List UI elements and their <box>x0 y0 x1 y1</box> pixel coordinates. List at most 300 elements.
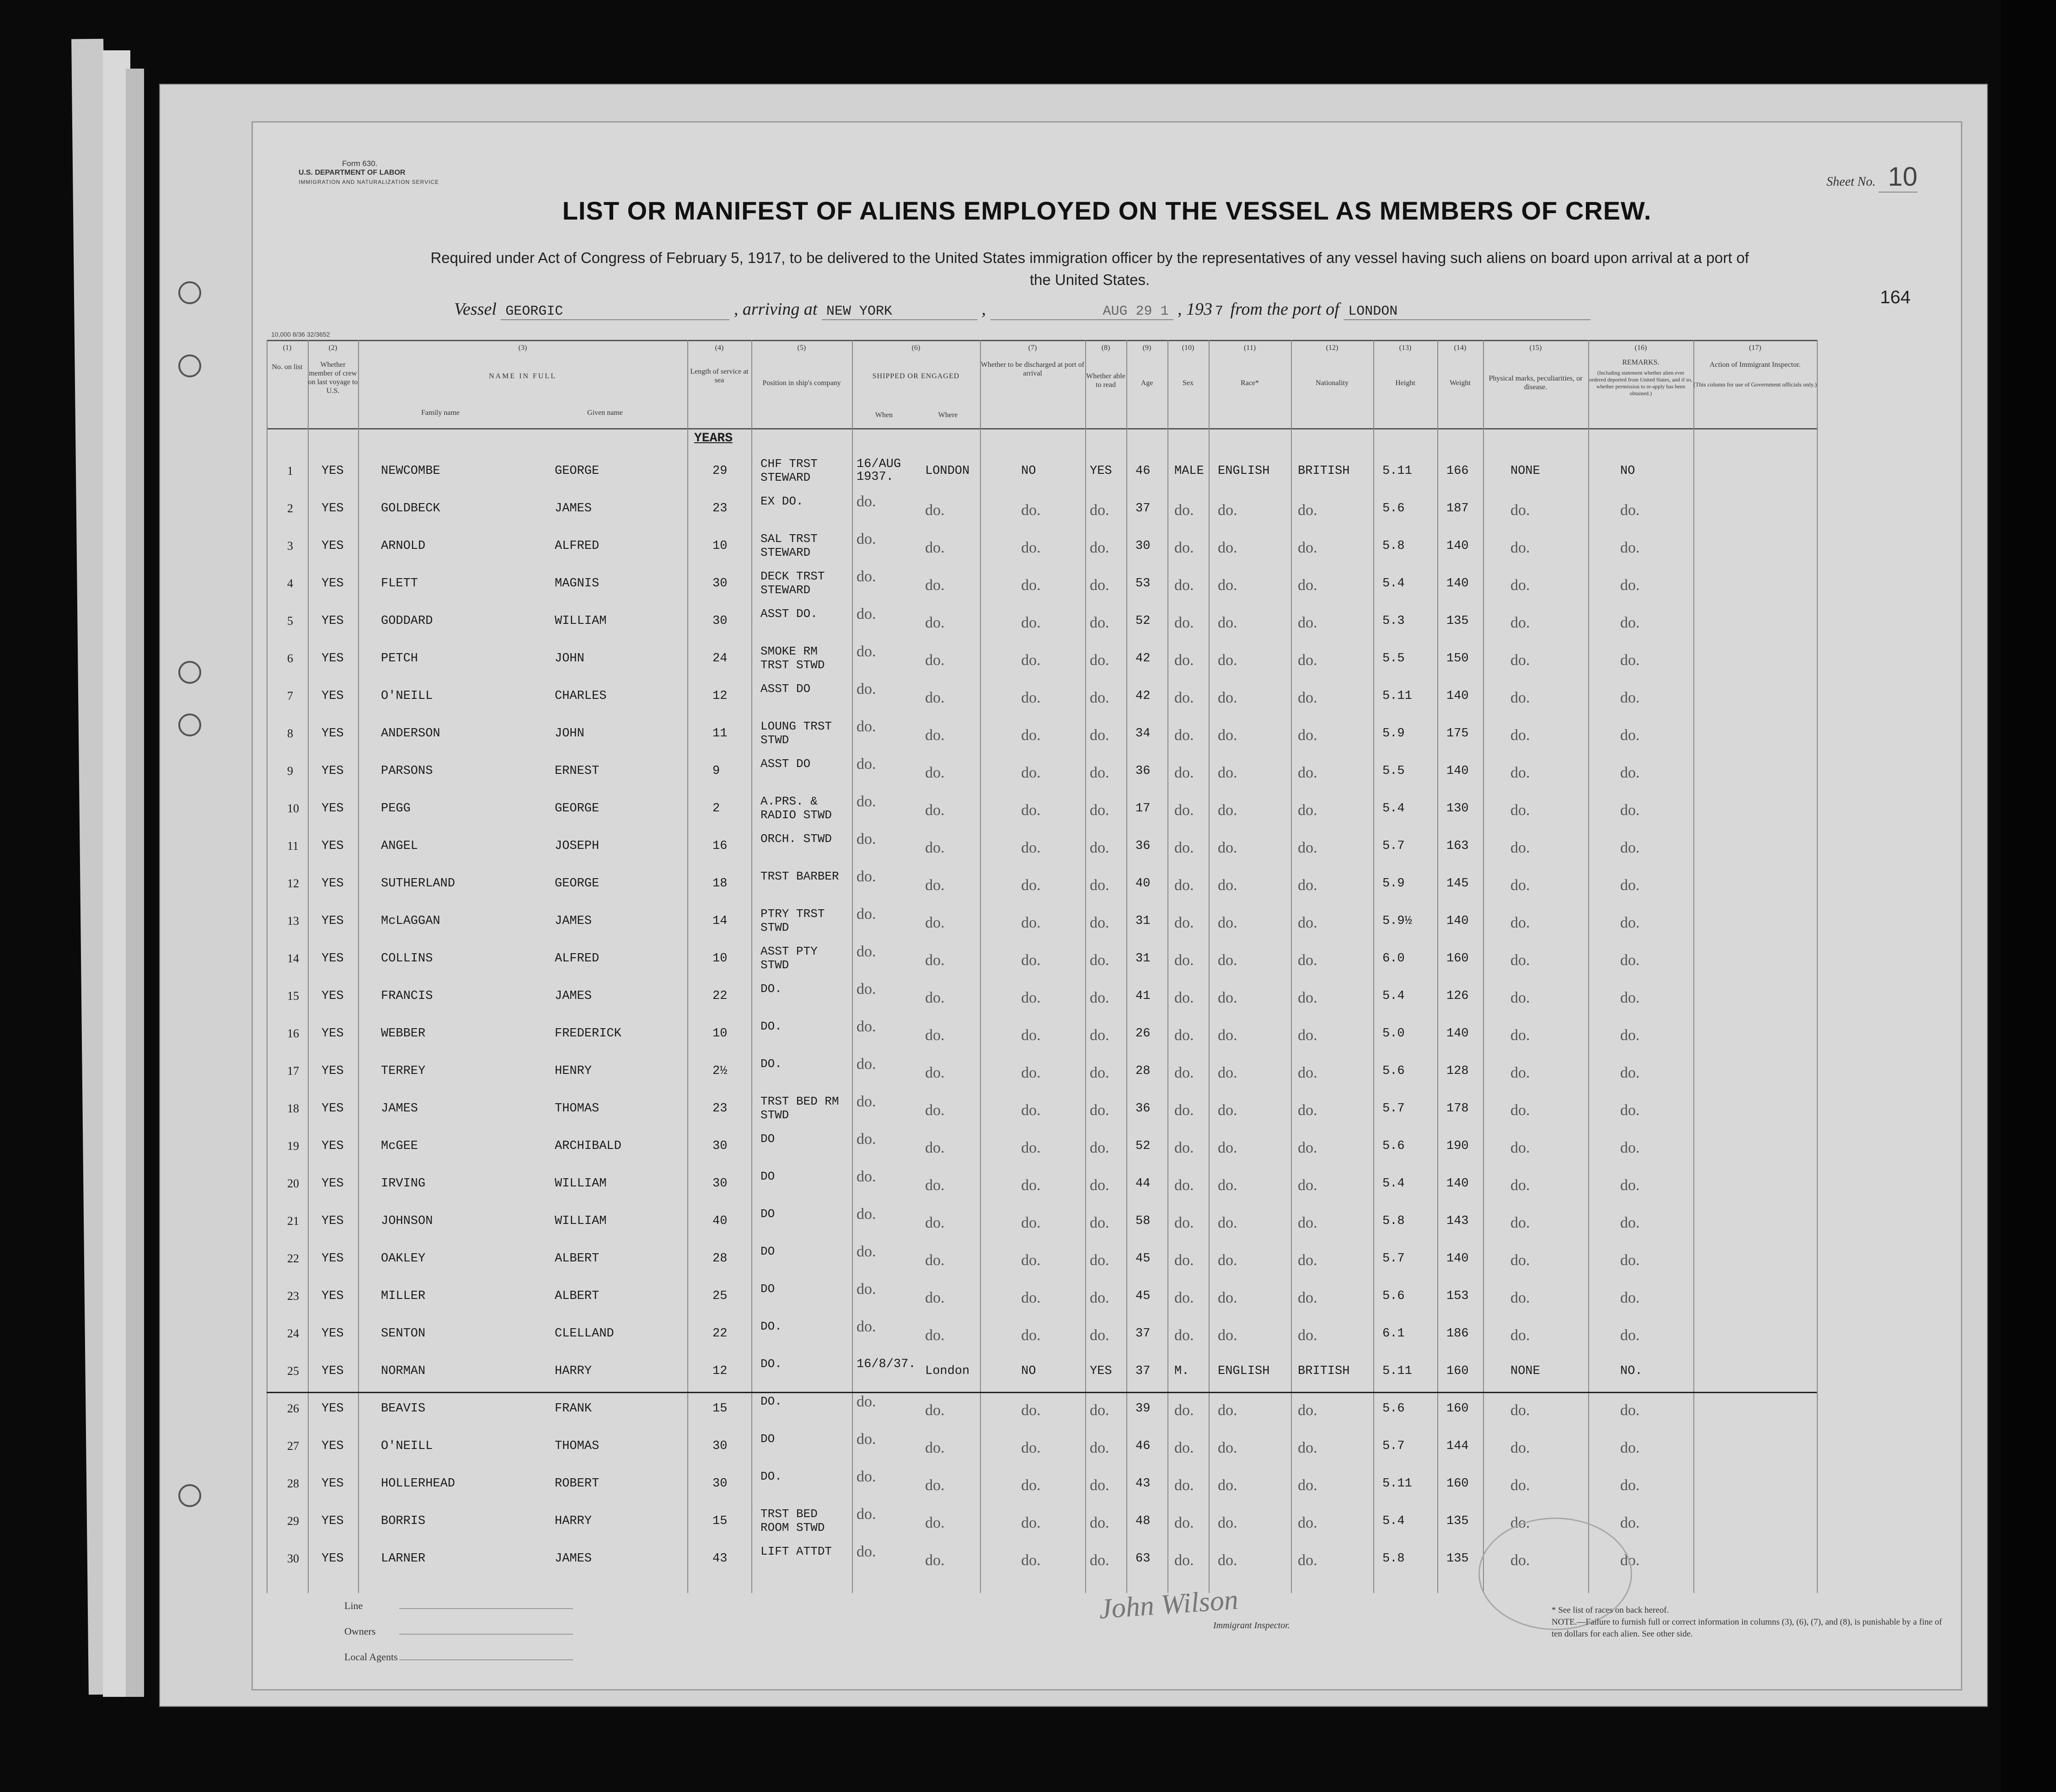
family-name-cell: PEGG <box>381 802 411 816</box>
physical-cell: do. <box>1510 1439 1530 1456</box>
when-cell: do. <box>857 718 876 735</box>
family-name-cell: O'NEILL <box>381 689 433 703</box>
position-cell: DO <box>760 1432 775 1446</box>
remarks-cell: do. <box>1620 539 1640 556</box>
race-cell: do. <box>1218 802 1237 819</box>
remarks-cell: do. <box>1620 689 1640 706</box>
nationality-cell: do. <box>1298 502 1317 519</box>
header-name-in-full: NAME IN FULL <box>489 372 557 380</box>
race-cell: do. <box>1218 1102 1237 1119</box>
family-name-cell: NORMAN <box>381 1364 426 1378</box>
when-cell: do. <box>857 1056 876 1073</box>
nationality-cell: do. <box>1298 952 1317 969</box>
table-row <box>267 454 1817 492</box>
sex-cell: MALE <box>1174 464 1204 478</box>
agents-label: Local Agents <box>344 1651 398 1663</box>
given-name-cell: GEORGE <box>555 464 600 478</box>
given-name-cell: HARRY <box>555 1514 592 1528</box>
weight-cell: 186 <box>1446 1327 1469 1341</box>
position-cell: A.PRS. & RADIO STWD <box>760 794 832 822</box>
race-cell: do. <box>1218 1327 1237 1344</box>
height-cell: 5.11 <box>1382 1364 1412 1378</box>
race-cell: do. <box>1218 652 1237 669</box>
table-row <box>267 904 1817 942</box>
age-cell: 41 <box>1135 989 1151 1003</box>
family-name-cell: NEWCOMBE <box>381 464 440 478</box>
when-cell: do. <box>857 1206 876 1223</box>
member-cell: YES <box>321 1139 344 1153</box>
remarks-cell: do. <box>1620 839 1640 856</box>
row-number: 11 <box>287 839 299 853</box>
given-name-cell: FREDERICK <box>555 1027 621 1041</box>
nationality-cell: BRITISH <box>1298 464 1350 478</box>
family-name-cell: OAKLEY <box>381 1252 426 1266</box>
race-cell: do. <box>1218 914 1237 931</box>
weight-cell: 126 <box>1446 989 1469 1003</box>
position-cell: DO. <box>760 1019 782 1033</box>
nationality-cell: do. <box>1298 914 1317 931</box>
family-name-cell: ANGEL <box>381 839 418 853</box>
read-cell: do. <box>1090 952 1109 969</box>
given-name-cell: THOMAS <box>555 1102 600 1116</box>
given-name-cell: GEORGE <box>555 877 600 891</box>
family-name-cell: ARNOLD <box>381 539 426 553</box>
position-cell: SAL TRST STEWARD <box>760 532 818 559</box>
family-name-cell: SENTON <box>381 1327 426 1341</box>
table-row <box>267 792 1817 829</box>
given-name-cell: JAMES <box>555 989 592 1003</box>
length-cell: 10 <box>712 1027 728 1041</box>
given-name-cell: WILLIAM <box>555 614 607 628</box>
where-cell: do. <box>925 1477 945 1494</box>
sex-cell: do. <box>1174 727 1194 744</box>
position-cell: DO <box>760 1132 775 1146</box>
nationality-cell: do. <box>1298 689 1317 706</box>
length-cell: 15 <box>712 1402 728 1416</box>
header-no-on-list: No. on list <box>272 363 303 371</box>
remarks-cell: do. <box>1620 577 1640 594</box>
weight-cell: 160 <box>1446 1402 1469 1416</box>
row-number: 4 <box>287 577 293 590</box>
length-cell: 9 <box>712 764 720 778</box>
column-number: (16) <box>1634 344 1647 352</box>
table-row <box>267 942 1817 979</box>
member-cell: YES <box>321 1177 344 1191</box>
weight-cell: 140 <box>1446 577 1469 590</box>
remarks-cell: do. <box>1620 1177 1640 1194</box>
when-cell: do. <box>857 756 876 773</box>
sex-cell: do. <box>1174 1027 1194 1044</box>
header-height: Height <box>1395 379 1415 387</box>
when-cell: 16/AUG 1937. <box>857 457 901 484</box>
age-cell: 42 <box>1135 652 1151 665</box>
length-cell: 15 <box>712 1514 728 1528</box>
where-cell: do. <box>925 1552 945 1569</box>
header-weight: Weight <box>1450 379 1471 387</box>
length-cell: 40 <box>712 1214 728 1228</box>
given-name-cell: JOHN <box>555 652 584 665</box>
nationality-cell: do. <box>1298 1139 1317 1156</box>
when-cell: do. <box>857 1168 876 1185</box>
row-number: 25 <box>287 1364 299 1378</box>
height-cell: 5.11 <box>1382 464 1412 478</box>
row-number: 28 <box>287 1477 299 1490</box>
sex-cell: do. <box>1174 1552 1194 1569</box>
where-cell: do. <box>925 539 945 556</box>
where-cell: do. <box>925 652 945 669</box>
row-number: 17 <box>287 1064 299 1078</box>
read-cell: do. <box>1090 1514 1109 1531</box>
position-cell: DO. <box>760 1057 782 1071</box>
discharged-cell: do. <box>1021 652 1041 669</box>
sex-cell: do. <box>1174 1289 1194 1306</box>
race-cell: do. <box>1218 689 1237 706</box>
nationality-cell: do. <box>1298 1402 1317 1419</box>
sex-cell: do. <box>1174 1402 1194 1419</box>
discharged-cell: do. <box>1021 914 1041 931</box>
height-cell: 5.6 <box>1382 502 1405 515</box>
remarks-cell: do. <box>1620 952 1640 969</box>
punch-hole <box>178 714 201 736</box>
remarks-cell: do. <box>1620 1214 1640 1231</box>
nationality-cell: do. <box>1298 989 1317 1006</box>
when-cell: do. <box>857 1543 876 1560</box>
row-number: 21 <box>287 1214 299 1228</box>
remarks-cell: do. <box>1620 1102 1640 1119</box>
where-cell: do. <box>925 1514 945 1531</box>
position-cell: LOUNG TRST STWD <box>760 719 832 747</box>
header-length-service: Length of service at sea <box>690 368 749 384</box>
position-cell: TRST BED ROOM STWD <box>760 1507 825 1534</box>
when-cell: do. <box>857 1131 876 1148</box>
age-cell: 30 <box>1135 539 1151 553</box>
table-row <box>267 567 1817 604</box>
physical-cell: do. <box>1510 652 1530 669</box>
weight-cell: 160 <box>1446 1364 1469 1378</box>
age-cell: 46 <box>1135 464 1151 478</box>
row-number: 16 <box>287 1027 299 1040</box>
where-cell: do. <box>925 1327 945 1344</box>
member-cell: YES <box>321 727 344 740</box>
position-cell: ASST PTY STWD <box>760 944 818 972</box>
family-name-cell: BEAVIS <box>381 1402 426 1416</box>
inspector-signature: John Wilson <box>1098 1584 1239 1625</box>
weight-cell: 190 <box>1446 1139 1469 1153</box>
remarks-cell: do. <box>1620 764 1640 781</box>
family-name-cell: WEBBER <box>381 1027 426 1041</box>
when-cell: do. <box>857 568 876 585</box>
member-cell: YES <box>321 1289 344 1303</box>
physical-cell: do. <box>1510 764 1530 781</box>
where-cell: do. <box>925 914 945 931</box>
when-cell: do. <box>857 531 876 547</box>
member-cell: YES <box>321 1439 344 1453</box>
punch-hole <box>178 661 201 684</box>
height-cell: 5.7 <box>1382 1439 1405 1453</box>
age-cell: 37 <box>1135 1364 1151 1378</box>
column-number: (15) <box>1529 344 1542 352</box>
member-cell: YES <box>321 577 344 590</box>
race-cell: do. <box>1218 502 1237 519</box>
weight-cell: 140 <box>1446 914 1469 928</box>
position-cell: DECK TRST STEWARD <box>760 569 825 597</box>
row-number: 9 <box>287 764 293 778</box>
read-cell: do. <box>1090 1139 1109 1156</box>
header-action: Action of Immigrant Inspector. <box>1709 361 1801 369</box>
table-row <box>267 1017 1817 1054</box>
length-cell: 28 <box>712 1252 728 1266</box>
height-cell: 5.6 <box>1382 1139 1405 1153</box>
discharged-cell: do. <box>1021 727 1041 744</box>
family-name-cell: McLAGGAN <box>381 914 440 928</box>
table-row <box>267 1354 1817 1393</box>
read-cell: do. <box>1090 502 1109 519</box>
line-label: Line <box>344 1600 363 1611</box>
nationality-cell: do. <box>1298 839 1317 856</box>
weight-cell: 160 <box>1446 1477 1469 1491</box>
race-cell: do. <box>1218 989 1237 1006</box>
member-cell: YES <box>321 764 344 778</box>
table-row <box>267 1167 1817 1204</box>
family-name-cell: O'NEILL <box>381 1439 433 1453</box>
row-number: 24 <box>287 1327 299 1340</box>
family-name-cell: PETCH <box>381 652 418 665</box>
physical-cell: NONE <box>1510 464 1540 478</box>
row-number: 23 <box>287 1289 299 1303</box>
row-number: 3 <box>287 539 293 553</box>
discharged-cell: do. <box>1021 1289 1041 1306</box>
discharged-cell: do. <box>1021 1064 1041 1081</box>
table-row <box>267 642 1817 679</box>
race-cell: do. <box>1218 952 1237 969</box>
sex-cell: do. <box>1174 914 1194 931</box>
physical-cell: do. <box>1510 914 1530 931</box>
form-number: Form 630. <box>342 159 378 168</box>
vessel-label: Vessel <box>454 300 497 319</box>
row-number: 22 <box>287 1252 299 1265</box>
position-cell: ASST DO. <box>760 607 818 621</box>
age-cell: 40 <box>1135 877 1151 891</box>
header-family-name: Family name <box>421 409 460 417</box>
weight-cell: 140 <box>1446 1177 1469 1191</box>
read-cell: do. <box>1090 539 1109 556</box>
header-physical: Physical marks, peculiarities, or disease. <box>1488 375 1583 391</box>
given-name-cell: JOHN <box>555 727 584 740</box>
read-cell: do. <box>1090 1064 1109 1081</box>
remarks-cell: do. <box>1620 914 1640 931</box>
given-name-cell: JAMES <box>555 1552 592 1566</box>
footnote <box>1552 1604 1954 1640</box>
column-number: (6) <box>911 344 921 352</box>
scan-border <box>2001 0 2056 1792</box>
given-name-cell: ERNEST <box>555 764 600 778</box>
sheet-value: 10 <box>1879 162 1917 193</box>
given-name-cell: ALFRED <box>555 952 600 966</box>
sheet-label: Sheet No. <box>1826 175 1876 189</box>
remarks-cell: do. <box>1620 1252 1640 1269</box>
height-cell: 5.11 <box>1382 1477 1412 1491</box>
position-cell: ASST DO <box>760 757 811 771</box>
given-name-cell: JOSEPH <box>555 839 600 853</box>
sheet-number <box>1826 161 1917 192</box>
nationality-cell: do. <box>1298 802 1317 819</box>
header-age: Age <box>1140 379 1153 387</box>
given-name-cell: ALBERT <box>555 1289 600 1303</box>
footnote-races: * See list of races on back hereof. <box>1552 1605 1669 1615</box>
age-cell: 17 <box>1135 802 1151 816</box>
member-cell: YES <box>321 614 344 628</box>
age-cell: 43 <box>1135 1477 1151 1491</box>
read-cell: YES <box>1090 464 1112 478</box>
punch-hole <box>178 354 201 377</box>
discharged-cell: do. <box>1021 1177 1041 1194</box>
nationality-cell: do. <box>1298 1289 1317 1306</box>
physical-cell: do. <box>1510 727 1530 744</box>
row-number: 15 <box>287 989 299 1003</box>
nationality-cell: BRITISH <box>1298 1364 1350 1378</box>
nationality-cell: do. <box>1298 1439 1317 1456</box>
age-cell: 42 <box>1135 689 1151 703</box>
member-cell: YES <box>321 839 344 853</box>
family-name-cell: GODDARD <box>381 614 433 628</box>
where-cell: do. <box>925 1064 945 1081</box>
where-cell: do. <box>925 727 945 744</box>
when-cell: do. <box>857 1243 876 1260</box>
when-cell: do. <box>857 1506 876 1523</box>
sex-cell: do. <box>1174 764 1194 781</box>
sex-cell: do. <box>1174 689 1194 706</box>
read-cell: do. <box>1090 764 1109 781</box>
length-cell: 30 <box>712 1439 728 1453</box>
vessel-line: Vessel GEORGIC , arriving at NEW YORK , AUG 29 1 , 193 7 from the port of LONDON <box>454 299 1590 320</box>
table-row <box>267 604 1817 642</box>
table-row <box>267 1054 1817 1092</box>
race-cell: do. <box>1218 577 1237 594</box>
weight-cell: 135 <box>1446 614 1469 628</box>
remarks-cell: do. <box>1620 1477 1640 1494</box>
weight-cell: 144 <box>1446 1439 1469 1453</box>
table-row <box>267 1279 1817 1317</box>
height-cell: 5.5 <box>1382 652 1405 665</box>
position-cell: TRST BED RM STWD <box>760 1095 839 1122</box>
age-cell: 36 <box>1135 1102 1151 1116</box>
read-cell: do. <box>1090 1439 1109 1456</box>
remarks-cell: do. <box>1620 989 1640 1006</box>
remarks-cell: do. <box>1620 727 1640 744</box>
where-cell: do. <box>925 1289 945 1306</box>
row-number: 30 <box>287 1552 299 1565</box>
sex-cell: do. <box>1174 1102 1194 1119</box>
race-cell: do. <box>1218 1177 1237 1194</box>
where-cell: do. <box>925 1439 945 1456</box>
length-cell: 24 <box>712 652 728 665</box>
race-cell: do. <box>1218 1439 1237 1456</box>
remarks-cell: do. <box>1620 1027 1640 1044</box>
discharged-cell: do. <box>1021 1214 1041 1231</box>
family-name-cell: PARSONS <box>381 764 433 778</box>
physical-cell: do. <box>1510 689 1530 706</box>
height-cell: 5.7 <box>1382 1102 1405 1116</box>
height-cell: 5.4 <box>1382 1177 1405 1191</box>
length-cell: 12 <box>712 689 728 703</box>
sex-cell: do. <box>1174 952 1194 969</box>
when-cell: do. <box>857 606 876 622</box>
length-cell: 30 <box>712 577 728 590</box>
table-row <box>267 492 1817 529</box>
table-row <box>267 829 1817 867</box>
row-number: 12 <box>287 877 299 890</box>
height-cell: 5.7 <box>1382 839 1405 853</box>
family-name-cell: McGEE <box>381 1139 418 1153</box>
nationality-cell: do. <box>1298 1477 1317 1494</box>
length-cell: 30 <box>712 1477 728 1491</box>
sex-cell: do. <box>1174 1439 1194 1456</box>
discharged-cell: do. <box>1021 1402 1041 1419</box>
row-number: 5 <box>287 614 293 628</box>
discharged-cell: do. <box>1021 1027 1041 1044</box>
table-row <box>267 1204 1817 1242</box>
column-number: (17) <box>1749 344 1762 352</box>
owners-field <box>399 1634 573 1635</box>
given-name-cell: JAMES <box>555 914 592 928</box>
sex-cell: do. <box>1174 1064 1194 1081</box>
nationality-cell: do. <box>1298 614 1317 631</box>
physical-cell: do. <box>1510 1552 1530 1569</box>
position-cell: ASST DO <box>760 682 811 696</box>
length-cell: 11 <box>712 727 728 740</box>
remarks-cell: do. <box>1620 1064 1640 1081</box>
vessel-name: GEORGIC <box>501 304 729 320</box>
age-cell: 39 <box>1135 1402 1151 1416</box>
family-name-cell: GOLDBECK <box>381 502 440 515</box>
read-cell: do. <box>1090 1177 1109 1194</box>
when-cell: do. <box>857 831 876 848</box>
weight-cell: 175 <box>1446 727 1469 740</box>
when-cell: do. <box>857 643 876 660</box>
column-number: (14) <box>1454 344 1467 352</box>
physical-cell: do. <box>1510 1327 1530 1344</box>
weight-cell: 153 <box>1446 1289 1469 1303</box>
remarks-cell: do. <box>1620 1139 1640 1156</box>
sex-cell: do. <box>1174 839 1194 856</box>
height-cell: 5.4 <box>1382 802 1405 816</box>
header-when: When <box>875 411 893 419</box>
where-cell: do. <box>925 952 945 969</box>
when-cell: do. <box>857 1281 876 1298</box>
column-number: (13) <box>1399 344 1412 352</box>
length-cell: 23 <box>712 502 728 515</box>
read-cell: do. <box>1090 652 1109 669</box>
weight-cell: 178 <box>1446 1102 1469 1116</box>
weight-cell: 135 <box>1446 1514 1469 1528</box>
position-cell: PTRY TRST STWD <box>760 907 825 934</box>
given-name-cell: MAGNIS <box>555 577 600 590</box>
position-cell: DO. <box>760 1357 782 1371</box>
when-cell: do. <box>857 906 876 923</box>
row-number: 14 <box>287 952 299 965</box>
physical-cell: do. <box>1510 989 1530 1006</box>
weight-cell: 140 <box>1446 539 1469 553</box>
discharged-cell: do. <box>1021 577 1041 594</box>
when-cell: do. <box>857 981 876 998</box>
nationality-cell: do. <box>1298 539 1317 556</box>
physical-cell: do. <box>1510 614 1530 631</box>
height-cell: 5.3 <box>1382 614 1405 628</box>
read-cell: do. <box>1090 689 1109 706</box>
height-cell: 5.0 <box>1382 1027 1405 1041</box>
position-cell: DO. <box>760 1395 782 1408</box>
physical-cell: do. <box>1510 1139 1530 1156</box>
